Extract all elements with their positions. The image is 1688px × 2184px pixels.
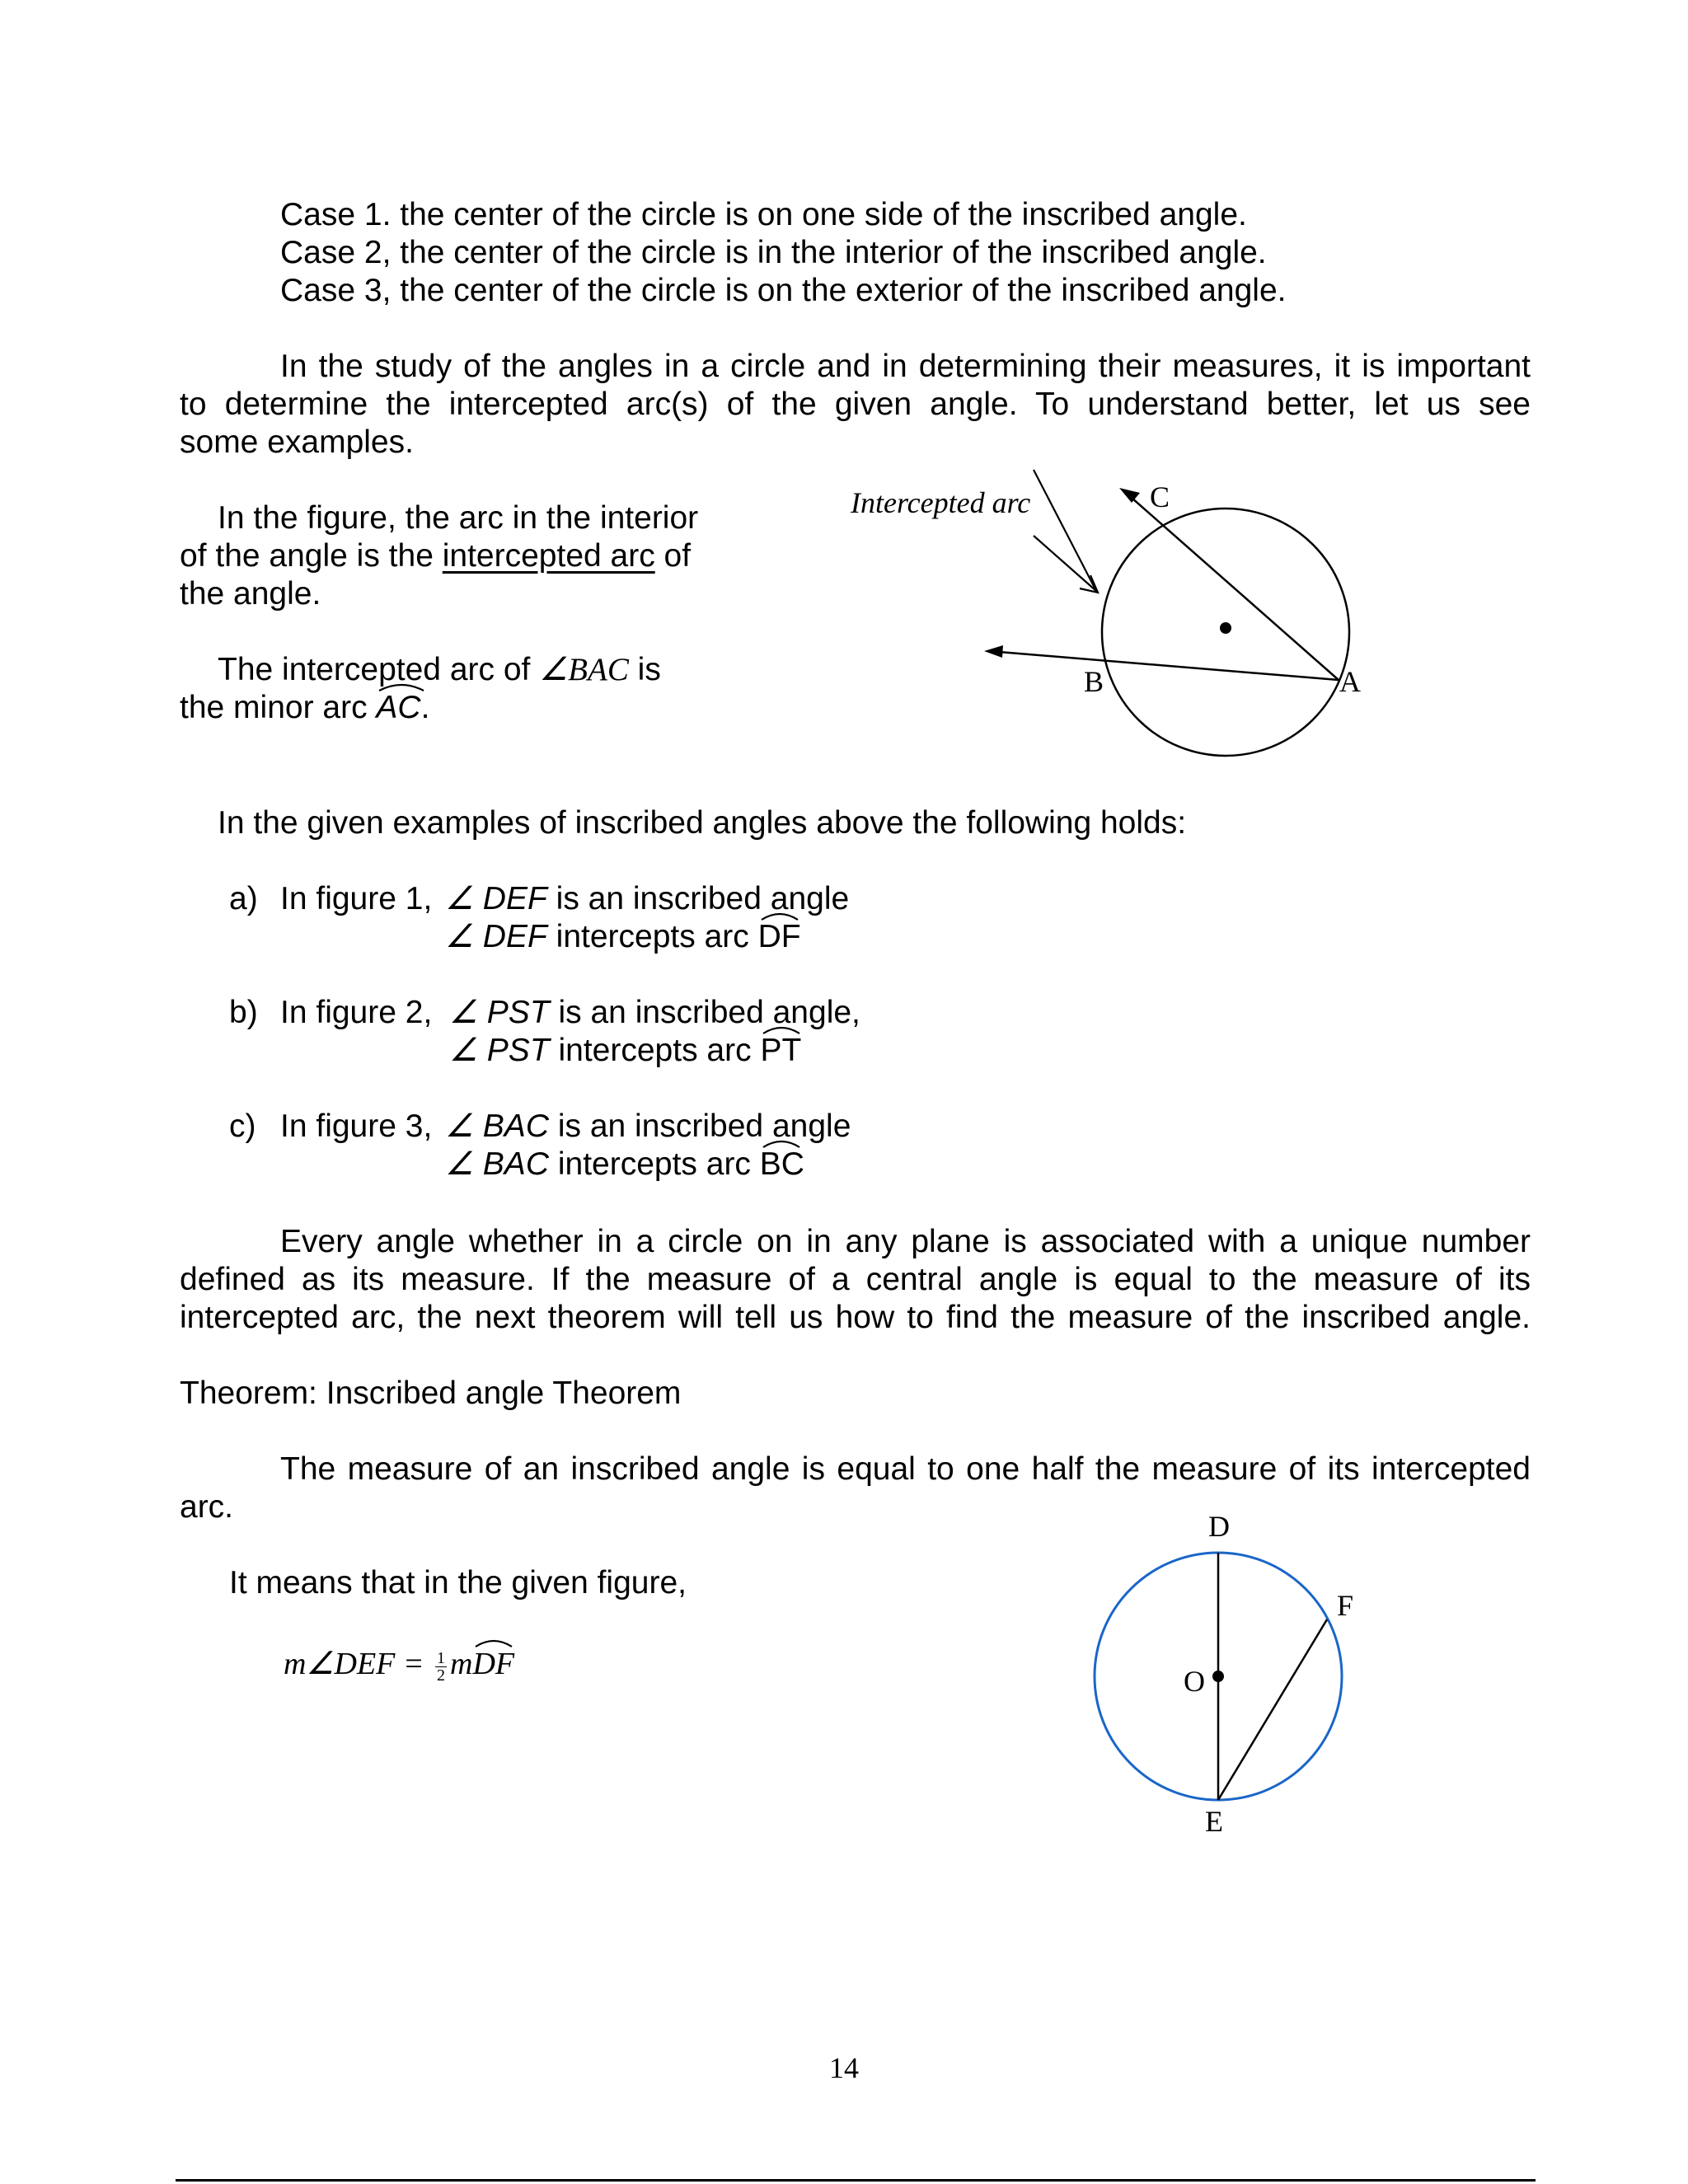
chord-ef [1218,1619,1327,1800]
measure-line-2: defined as its measure. If the measure of a central angle is equal to the measure of its [180,1262,1531,1297]
intercepted-arc-term: intercepted arc [442,538,655,574]
fraction-numerator: 1 [437,1648,446,1667]
ray-ab [999,652,1339,680]
figure-note-text: is [628,652,661,687]
label-d: D [1208,1510,1230,1543]
figure-note-text: of the angle is the [180,538,443,574]
example-c-line-2 [445,1146,804,1183]
figure-note-line-1: In the figure, the arc in the interior [218,500,699,536]
example-c-marker: c) [229,1108,256,1144]
theorem-line-2: arc. [180,1489,234,1525]
formula-m: m [450,1647,473,1681]
ray-ab-arrowhead-icon [984,645,1003,658]
arc-bc-label: BC [759,1146,804,1182]
fraction-denominator: 2 [437,1666,446,1685]
footer-rule [176,2179,1536,2182]
label-f: F [1337,1589,1354,1622]
arc-mark-icon [760,1137,803,1149]
example-a-figure: In figure 1, [280,881,433,916]
example-text: intercepts arc [549,1146,760,1182]
case-2-text: Case 2, the center of the circle is in the interior of the inscribed angle. [280,235,1267,270]
intro-line-1: In the study of the angles in a circle and in determining their measures, it is important [280,349,1531,384]
arc-df [472,1645,514,1683]
label-a: A [1339,665,1361,698]
arc-mark-icon [758,910,801,921]
angle-bac: ∠ BAC [445,1108,549,1144]
angle-def: ∠ DEF [445,881,547,916]
angle-bac: ∠ BAC [445,1146,549,1182]
label-b: B [1084,665,1104,698]
theorem-line-1: The measure of an inscribed angle is equal to one half the measure of its intercepted [280,1451,1531,1487]
ray-ac-arrowhead-icon [1119,488,1140,503]
angle-def: ∠ DEF [445,919,547,954]
example-c-figure: In figure 3, [280,1108,433,1144]
example-text: is an inscribed angle [549,1108,851,1144]
annotation-pointer [1034,470,1096,591]
means-text: It means that in the given figure, [229,1565,687,1601]
arc-ac [376,689,420,727]
arc-pt-label: PT [760,1033,802,1068]
example-text: is an inscribed angle [546,881,850,916]
example-b-marker: b) [229,995,258,1030]
case-1-text: Case 1. the center of the circle is on one side of the inscribed angle. [280,197,1247,232]
figure-note-text: of [654,538,692,574]
intro-line-2: to determine the intercepted arc(s) of the given angle. To understand better, let us see [180,387,1531,422]
arc-df-label: DF [757,919,801,954]
example-text: is an inscribed angle, [549,995,860,1030]
arc-mark-icon [376,681,427,692]
page-number: 14 [829,2051,859,2084]
theorem-title: Theorem: Inscribed angle Theorem [180,1376,682,1411]
arc-bc [760,1146,804,1183]
label-o: O [1184,1665,1205,1698]
arc-mark-icon [472,1637,515,1648]
figure-note-line-4 [218,651,661,689]
figure-note-text: . [420,690,430,725]
measure-line-3: intercepted arc, the next theorem will tell us how to find the measure of the inscribed angle. [180,1300,1531,1335]
angle-bac: ∠BAC [539,652,629,687]
formula-lhs: m∠DEF = [284,1647,424,1681]
measure-line-1: Every angle whether in a circle on in any plane is associated with a unique number [280,1224,1531,1259]
arc-pt [760,1032,801,1070]
label-c: C [1150,480,1170,513]
intercepted-arc-annotation: Intercepted arc [851,486,1031,519]
angle-pst: ∠ PST [449,1033,550,1068]
figure-note-line-2 [180,537,691,575]
example-b-figure: In figure 2, [280,995,433,1030]
intercepted-arc-figure [808,470,1418,766]
angle-pst: ∠ PST [449,995,550,1030]
center-dot [1220,622,1231,634]
example-b-line-2 [449,1032,801,1070]
holds-intro: In the given examples of inscribed angles above the following holds: [218,805,1187,841]
inscribed-angle-figure [1071,1508,1401,1854]
figure-note-line-5 [180,689,429,727]
formula-arc-label: DF [472,1647,515,1681]
formula [284,1645,514,1684]
fraction-half [435,1650,447,1684]
arc-ac-label: AC [376,690,421,725]
example-a-marker: a) [229,881,258,916]
label-e: E [1205,1805,1223,1838]
case-3-text: Case 3, the center of the circle is on the exterior of the inscribed angle. [280,273,1287,308]
center-o-dot [1212,1671,1224,1682]
example-text: intercepts arc [546,919,758,954]
arc-mark-icon [760,1024,803,1035]
figure-note-line-3: the angle. [180,576,321,612]
ray-ac [1132,498,1339,680]
arc-df [758,918,801,956]
figure-note-text: the minor arc [180,690,377,725]
annotation-pointer-line [1034,536,1096,591]
example-text: intercepts arc [549,1033,761,1068]
example-a-line-2 [445,918,801,956]
figure-note-text: The intercepted arc of [218,652,540,687]
intro-line-3: some examples. [180,424,414,460]
